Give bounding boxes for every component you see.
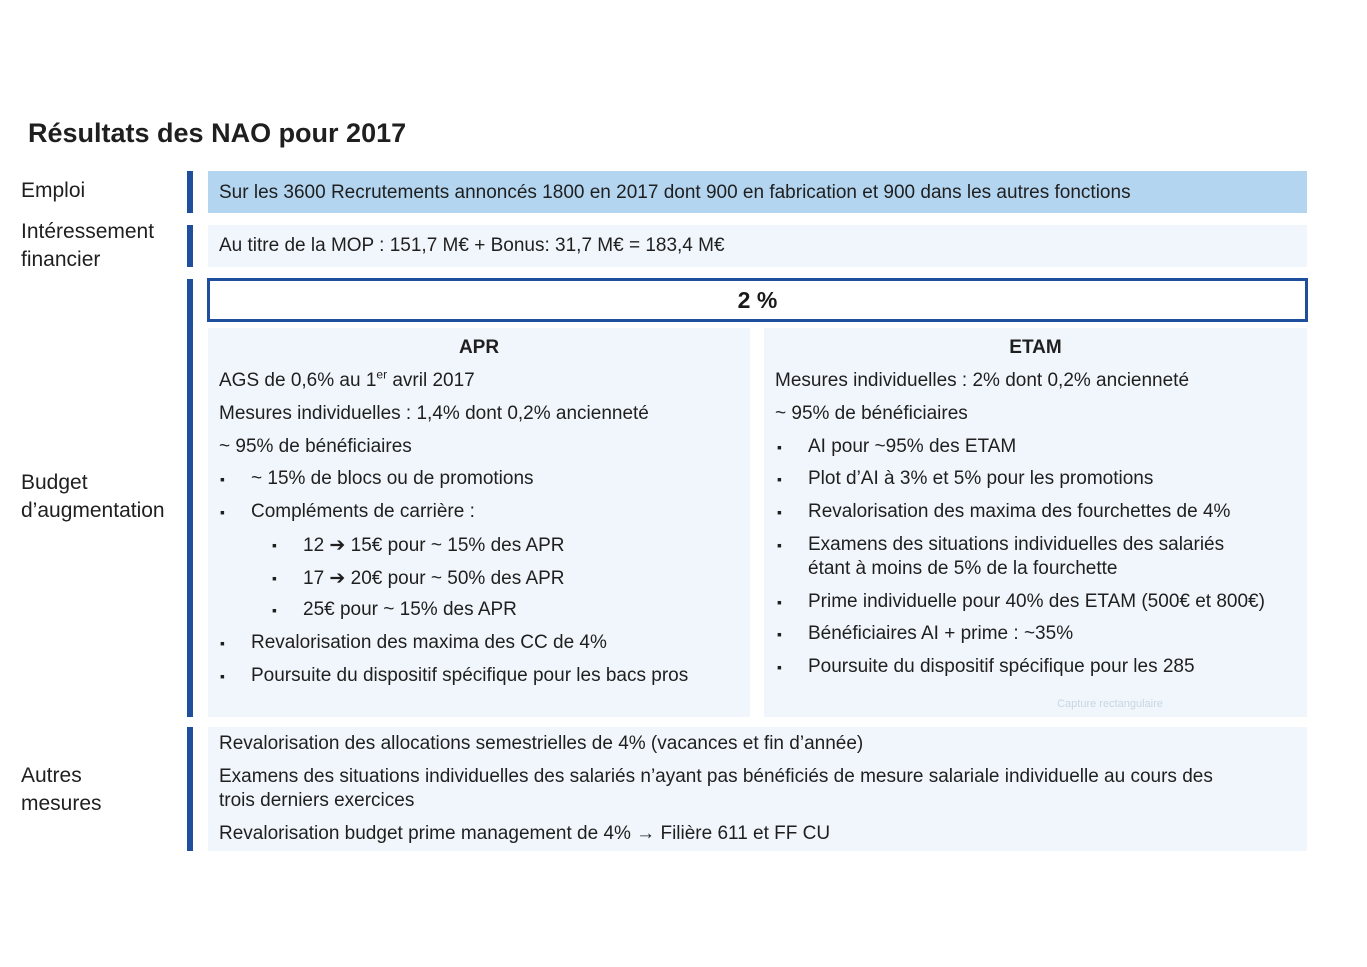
row-label-interessement: [21, 218, 154, 274]
apr-ags-prefix: AGS de 0,6% au 1: [219, 370, 377, 391]
apr-sub-bullet: ▪ 25€ pour ~ 15% des APR: [303, 599, 517, 621]
row-bar-interessement: [187, 225, 193, 267]
interessement-text: Au titre de la MOP : 151,7 M€ + Bonus: 31,7 M€ = 183,4 M€: [219, 235, 725, 256]
budget-total-box: 2 %: [207, 278, 1308, 322]
apr-ags-suffix: avril 2017: [387, 370, 475, 391]
etam-line: ~ 95% de bénéficiaires: [775, 403, 968, 424]
row-label-budget-line1: Budget: [21, 471, 88, 494]
etam-bullet-continuation: étant à moins de 5% de la fourchette: [808, 558, 1118, 579]
apr-sub-bullet-to: 15€ pour ~ 15% des APR: [350, 535, 565, 556]
etam-bullet: ▪ Examens des situations individuelles des salariés: [808, 534, 1224, 556]
apr-ags-sup: er: [376, 367, 388, 382]
etam-bullet: ▪ Poursuite du dispositif spécifique pour les 285: [808, 656, 1195, 678]
apr-header: APR: [458, 337, 500, 358]
autres-line: Revalorisation budget prime management de 4% → Filière 611 et FF CU: [219, 823, 831, 844]
page-title: Résultats des NAO pour 2017: [28, 118, 407, 148]
row-label-interessement-line2: financier: [21, 248, 101, 271]
row-label-autres-line1: Autres: [21, 764, 82, 787]
row-label-autres: [21, 762, 102, 818]
apr-ags-line: [219, 367, 475, 392]
arrow-right-icon: ➔: [329, 568, 346, 589]
apr-bullet: ▪ Poursuite du dispositif spécifique pour les bacs pros: [251, 665, 688, 687]
etam-header: ETAM: [1009, 337, 1062, 358]
interessement-box: [208, 225, 1307, 267]
apr-bullet: ▪ ~ 15% de blocs ou de promotions: [251, 468, 534, 490]
apr-line: ~ 95% de bénéficiaires: [219, 436, 412, 457]
apr-bullet: ▪ Compléments de carrière :: [251, 501, 475, 523]
row-bar-budget: [187, 279, 193, 717]
row-bar-emploi: [187, 171, 193, 213]
apr-sub-bullet-to: 20€ pour ~ 50% des APR: [350, 568, 565, 589]
apr-sub-bullet: [303, 534, 565, 557]
etam-bullet: ▪ AI pour ~95% des ETAM: [808, 436, 1016, 458]
apr-line: Mesures individuelles : 1,4% dont 0,2% ancienneté: [219, 403, 649, 424]
row-bar-autres: [187, 727, 193, 851]
apr-sub-bullet-from: 17: [303, 568, 325, 589]
etam-bullet: ▪ Prime individuelle pour 40% des ETAM (500€ et 800€): [808, 591, 1265, 613]
arrow-right-icon: ➔: [329, 535, 346, 556]
row-label-emploi: Emploi: [21, 179, 86, 202]
row-label-budget-line2: d’augmentation: [21, 499, 165, 522]
etam-line: Mesures individuelles : 2% dont 0,2% ancienneté: [775, 370, 1190, 391]
autres-line: Examens des situations individuelles des salariés n’ayant pas bénéficiés de mesure salariale individuelle au cours des: [219, 766, 1213, 787]
apr-sub-bullet-from: 12: [303, 535, 325, 556]
capture-watermark: Capture rectangulaire: [1010, 694, 1210, 714]
row-label-budget: [21, 469, 165, 525]
emploi-text: Sur les 3600 Recrutements annoncés 1800 en 2017 dont 900 en fabrication et 900 dans les autres fonctions: [219, 182, 1131, 203]
apr-sub-bullet: [303, 567, 565, 590]
row-label-interessement-line1: Intéressement: [21, 220, 155, 243]
autres-box: [208, 727, 1307, 851]
etam-bullet: ▪ Plot d’AI à 3% et 5% pour les promotions: [808, 468, 1153, 490]
autres-line: trois derniers exercices: [219, 790, 415, 811]
apr-panel: [208, 328, 750, 717]
row-label-autres-line2: mesures: [21, 792, 102, 815]
apr-bullet: ▪ Revalorisation des maxima des CC de 4%: [251, 632, 607, 654]
autres-line: Revalorisation des allocations semestrielles de 4% (vacances et fin d’année): [219, 733, 864, 754]
etam-panel: [764, 328, 1307, 717]
emploi-box: [208, 171, 1307, 213]
etam-bullet: ▪ Bénéficiaires AI + prime : ~35%: [808, 623, 1073, 645]
etam-bullet: ▪ Revalorisation des maxima des fourchettes de 4%: [808, 501, 1230, 523]
